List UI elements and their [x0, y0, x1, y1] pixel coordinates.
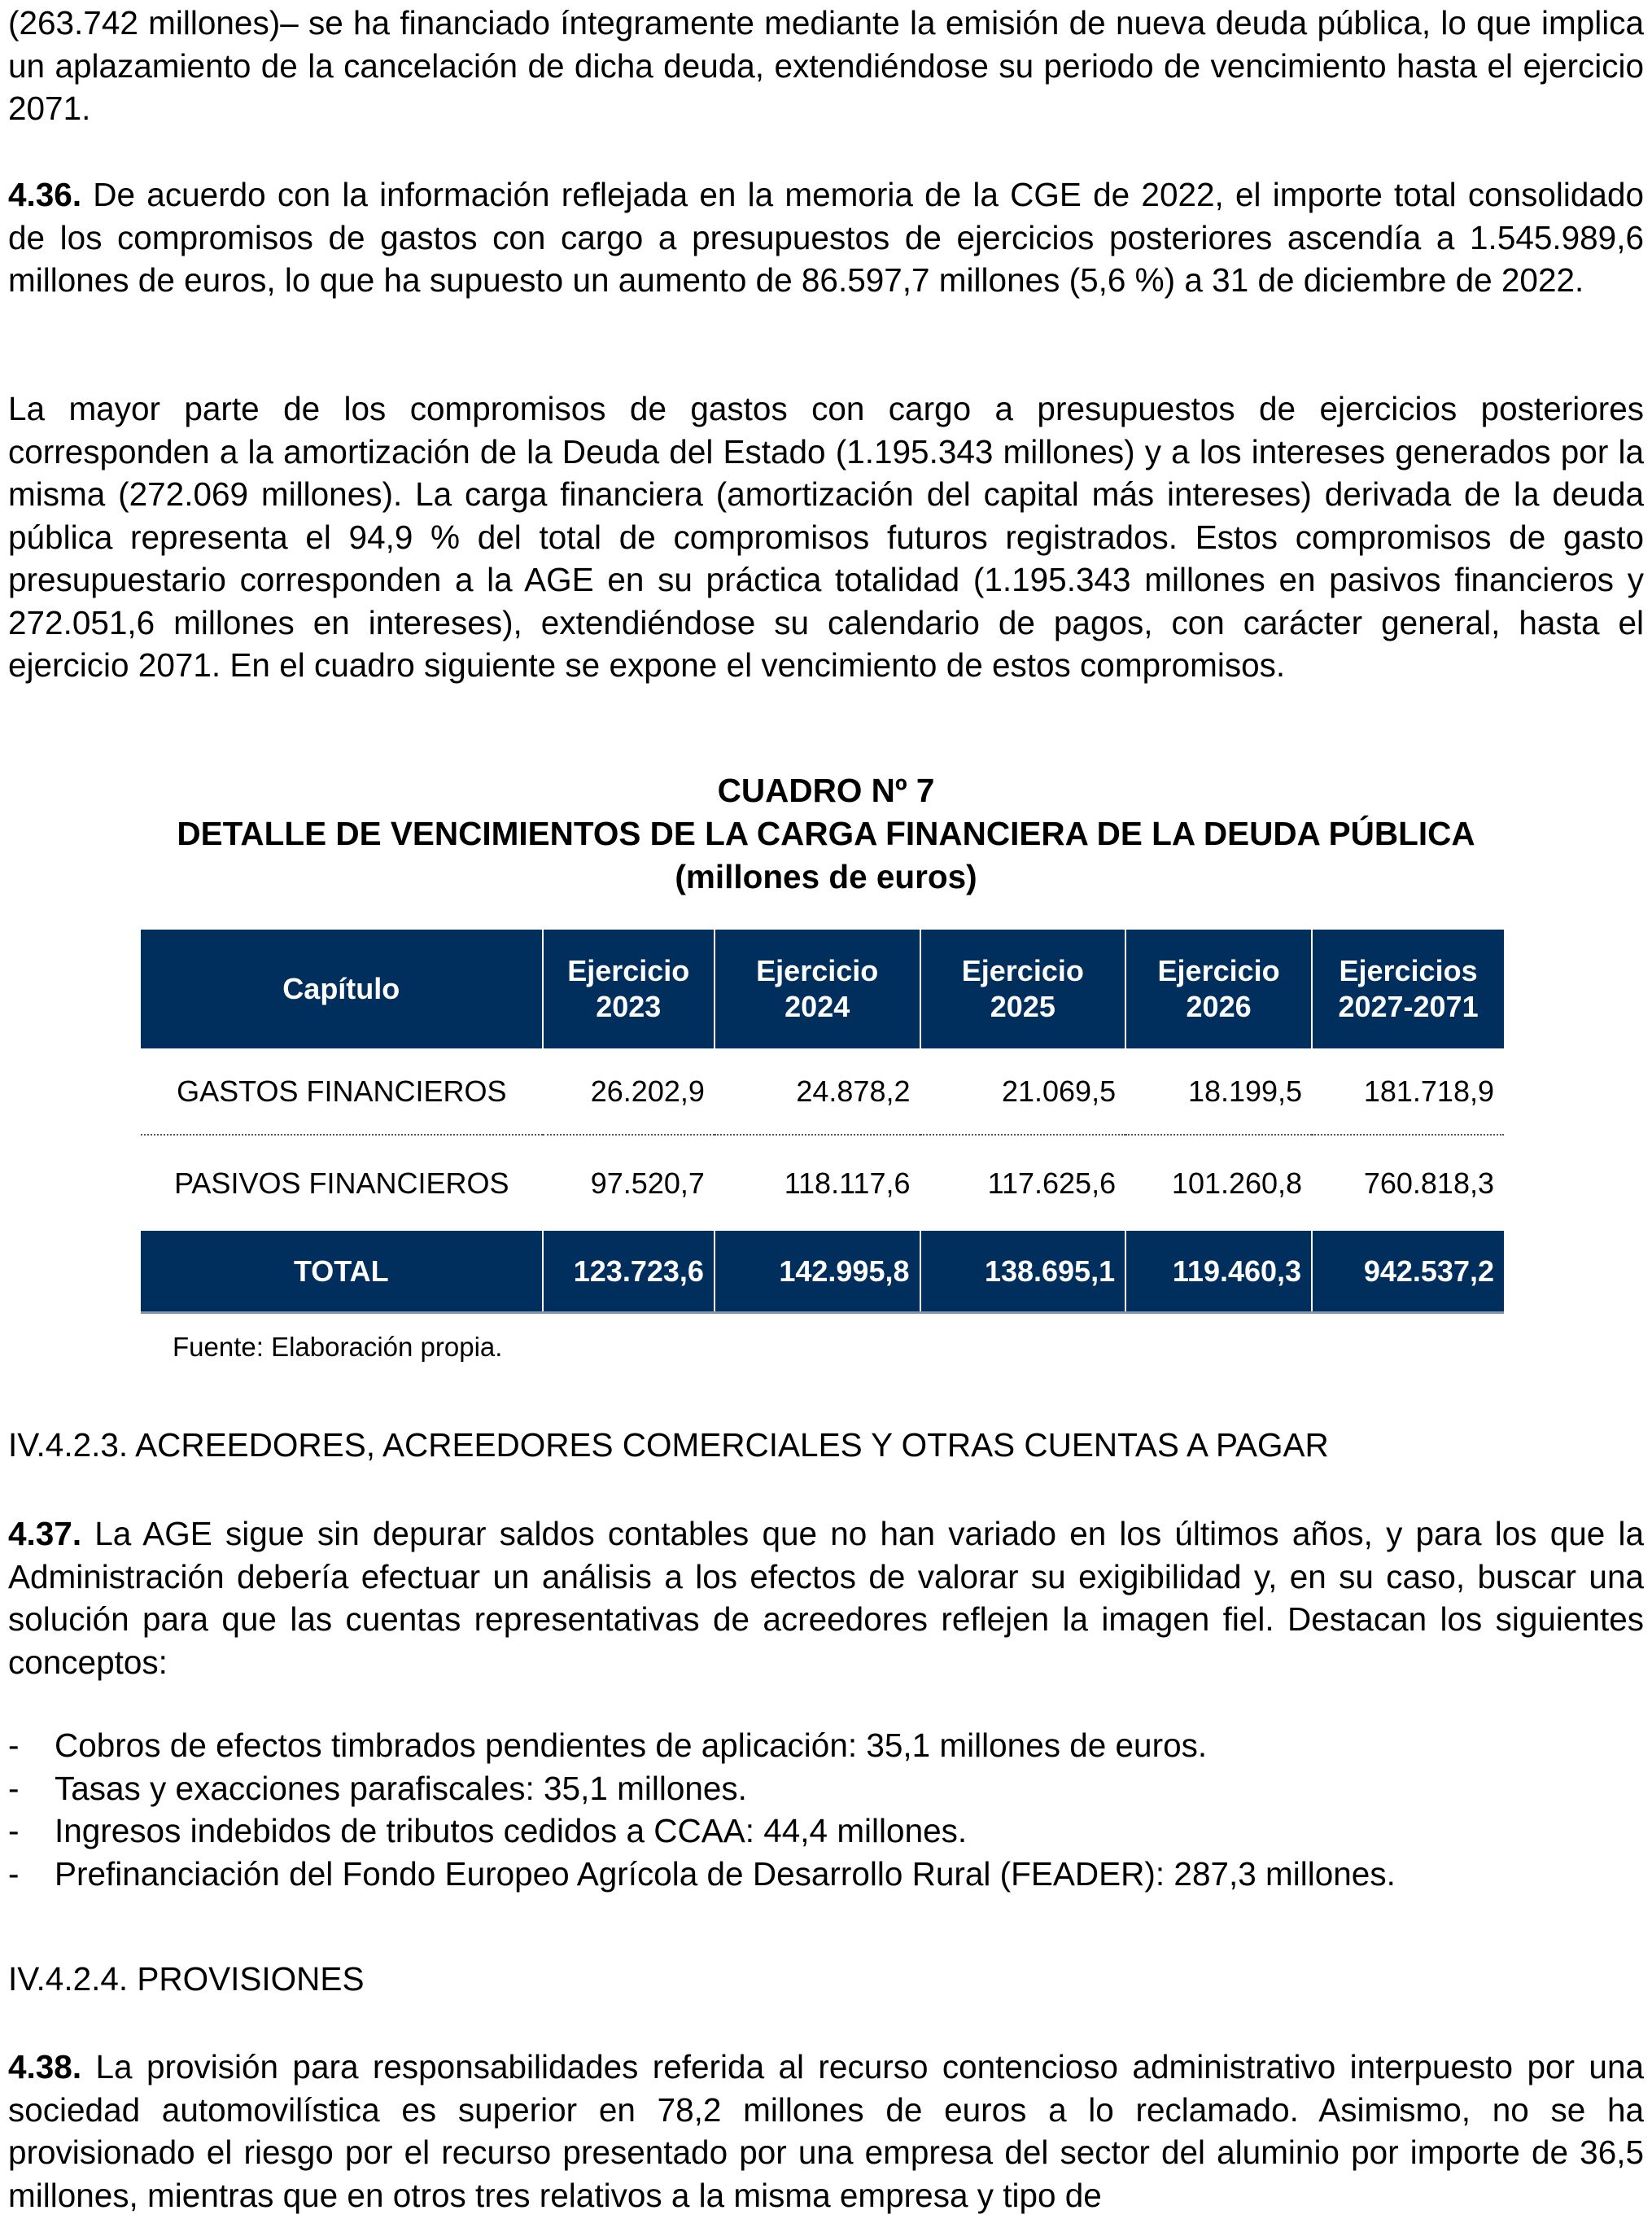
dash-bullet-icon: -: [8, 1812, 20, 1849]
concepts-list: [8, 1724, 1644, 1895]
cell-value: 21.069,5: [920, 1048, 1126, 1135]
table-row: [141, 1048, 1504, 1135]
table-number: CUADRO Nº 7: [717, 772, 935, 809]
dash-bullet-icon: -: [8, 1727, 20, 1764]
paragraph-intro: (263.742 millones)– se ha financiado íntegramente mediante la emisión de nueva deuda pública, lo que implica un aplazamiento de la cancelación de dicha deuda, extendiéndose su periodo de vencimiento hasta el ejercicio 2071.: [8, 4, 1644, 127]
header-2025: Ejercicio 2025: [920, 930, 1126, 1048]
paragraph-number: 4.37.: [8, 1515, 82, 1552]
paragraph-text: De acuerdo con la información reflejada en la memoria de la CGE de 2022, el importe total consolidado de los compromisos de gastos con cargo a presupuestos de ejercicios posteriores ascendía a 1.545.989,6 millones de euros, lo que ha supuesto un aumento de 86.597,7 millones (5,6 %) a 31 de diciembre de 2022.: [8, 176, 1644, 299]
table-title: [8, 769, 1644, 899]
cell-value: 24.878,2: [715, 1048, 920, 1135]
cell-value: 101.260,8: [1171, 1166, 1303, 1200]
paragraph-compromisos: La mayor parte de los compromisos de gastos con cargo a presupuestos de ejercicios posteriores corresponden a la amortización de la Deuda del Estado (1.195.343 millones) y a los intereses generados por la misma (272.069 millones). La carga financiera (amortización del capital más intereses) derivada de la deuda pública representa el 94,9 % del total de compromisos futuros registrados. Estos compromisos de gasto presupuestario corresponden a la AGE en su práctica totalidad (1.195.343 millones en pasivos financieros y 272.051,6 millones en intereses), extendiéndose su calendario de pagos, con carácter general, hasta el ejercicio 2071. En el cuadro siguiente se expone el vencimiento de estos compromisos.: [8, 390, 1644, 684]
table-row: [141, 1135, 1504, 1231]
row-label: PASIVOS FINANCIEROS: [174, 1166, 509, 1200]
header-2027-2071: Ejercicios 2027-2071: [1312, 930, 1504, 1048]
cell-value: 760.818,3: [1363, 1166, 1494, 1200]
header-capitulo: Capítulo: [141, 930, 543, 1048]
paragraph-text: La provisión para responsabilidades referida al recurso contencioso administrativo interpuesto por una sociedad automovilística es superior en 78,2 millones de euros a lo reclamado. Asimismo, no se ha provisionado el riesgo por el recurso presentado por una empresa del sector del aluminio por importe de 36,5 millones, mientras que en otros tres relativos a la misma empresa y tipo de: [8, 2048, 1644, 2214]
paragraph-4-36: [8, 173, 1644, 302]
total-value: 138.695,1: [920, 1231, 1126, 1313]
header-2026: Ejercicio 2026: [1125, 930, 1312, 1048]
table-total-row: [141, 1231, 1504, 1313]
table-header-row: [141, 930, 1504, 1048]
list-item: - Cobros de efectos timbrados pendientes de aplicación: 35,1 millones de euros.: [8, 1724, 1644, 1767]
dash-bullet-icon: -: [8, 1769, 20, 1807]
maturity-table: [141, 930, 1504, 1314]
header-2024: Ejercicio 2024: [715, 930, 920, 1048]
total-value: 123.723,6: [543, 1231, 715, 1313]
section-heading-provisiones: IV.4.2.4. PROVISIONES: [8, 1960, 365, 1998]
row-label: GASTOS FINANCIEROS: [141, 1048, 543, 1135]
list-item: - Tasas y exacciones parafiscales: 35,1 millones.: [8, 1767, 1644, 1810]
header-2023: Ejercicio 2023: [543, 930, 715, 1048]
dash-bullet-icon: -: [8, 1854, 20, 1893]
section-heading-acreedores: IV.4.2.3. ACREEDORES, ACREEDORES COMERCIALES Y OTRAS CUENTAS A PAGAR: [8, 1426, 1329, 1464]
cell-value: 181.718,9: [1312, 1048, 1504, 1135]
cell-value: 97.520,7: [590, 1166, 705, 1200]
table-heading: DETALLE DE VENCIMIENTOS DE LA CARGA FINANCIERA DE LA DEUDA PÚBLICA: [177, 815, 1475, 852]
paragraph-4-37: [8, 1512, 1644, 1683]
list-item: - Prefinanciación del Fondo Europeo Agrícola de Desarrollo Rural (FEADER): 287,3 millones.: [8, 1853, 1644, 1896]
paragraph-text: La AGE sigue sin depurar saldos contables que no han variado en los últimos años, y para los que la Administración debería efectuar un análisis a los efectos de valorar su exigibilidad y, en su caso, buscar una solución para que las cuentas representativas de acreedores reflejen la imagen fiel. Destacan los siguientes conceptos:: [8, 1515, 1644, 1681]
total-value: 942.537,2: [1312, 1231, 1504, 1313]
cell-value: 18.199,5: [1125, 1048, 1312, 1135]
cell-value: 118.117,6: [784, 1166, 911, 1200]
table-units: (millones de euros): [675, 858, 977, 895]
paragraph-number: 4.36.: [8, 176, 82, 213]
total-value: 142.995,8: [715, 1231, 920, 1313]
total-label: TOTAL: [141, 1231, 543, 1313]
cell-value: 117.625,6: [987, 1166, 1117, 1200]
cell-value: 26.202,9: [543, 1048, 715, 1135]
paragraph-4-38: [8, 2046, 1644, 2217]
paragraph-number: 4.38.: [8, 2048, 82, 2085]
total-value: 119.460,3: [1125, 1231, 1312, 1313]
table-source: Fuente: Elaboración propia.: [173, 1332, 503, 1362]
list-item: - Ingresos indebidos de tributos cedidos a CCAA: 44,4 millones.: [8, 1810, 1644, 1853]
